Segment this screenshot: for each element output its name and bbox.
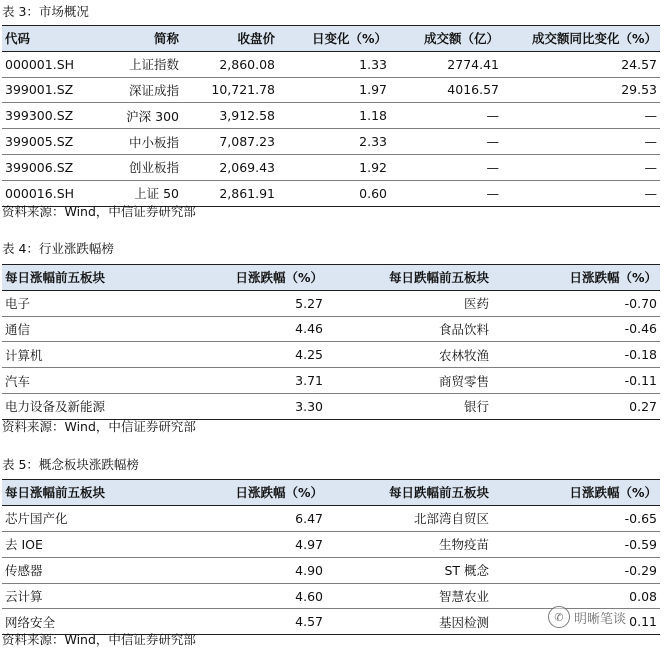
cell-gain-pct: 4.60: [202, 583, 326, 609]
cell-turnover: 4016.57: [390, 77, 502, 103]
cell-name: 中小板指: [102, 129, 182, 155]
cell-gainer: 计算机: [2, 342, 202, 368]
cell-close: 3,912.58: [182, 103, 278, 129]
cell-loss-pct: -0.70: [492, 290, 660, 316]
col-header-top-losers: 每日跌幅前五板块: [326, 265, 492, 291]
cell-close: 2,860.08: [182, 51, 278, 77]
cell-code: 000016.SH: [2, 180, 102, 206]
cell-code: 399001.SZ: [2, 77, 102, 103]
table3-source: 资料来源：Wind，中信证券研究部: [2, 204, 196, 219]
cell-loss-pct: -0.18: [492, 342, 660, 368]
cell-turnover: 2774.41: [390, 51, 502, 77]
cell-loser: 基因检测: [326, 609, 492, 635]
cell-code: 399006.SZ: [2, 154, 102, 180]
cell-turnover-yoy: —: [502, 103, 660, 129]
col-header-gain-pct: 日涨跌幅（%）: [202, 265, 326, 291]
cell-loss-pct: 0.11: [492, 609, 660, 635]
cell-loser: 商贸零售: [326, 368, 492, 394]
cell-name: 上证指数: [102, 51, 182, 77]
cell-loss-pct: -0.29: [492, 557, 660, 583]
cell-gain-pct: 6.47: [202, 505, 326, 531]
cell-loser: ST 概念: [326, 557, 492, 583]
cell-gainer: 去 IOE: [2, 531, 202, 557]
table5-source: 资料来源：Wind，中信证券研究部: [2, 632, 196, 647]
watermark: [548, 606, 626, 628]
cell-daily-change: 1.18: [278, 103, 390, 129]
cell-loser: 食品饮料: [326, 316, 492, 342]
market-overview-table: [2, 25, 660, 207]
cell-daily-change: 1.92: [278, 154, 390, 180]
cell-gain-pct: 4.25: [202, 342, 326, 368]
industry-ranking-table: [2, 264, 660, 420]
cell-loss-pct: -0.65: [492, 505, 660, 531]
col-header-code: 代码: [2, 26, 102, 52]
cell-gain-pct: 4.97: [202, 531, 326, 557]
cell-loss-pct: -0.46: [492, 316, 660, 342]
table-row: [2, 103, 660, 129]
col-header-close: 收盘价: [182, 26, 278, 52]
cell-gainer: 云计算: [2, 583, 202, 609]
cell-turnover-yoy: —: [502, 180, 660, 206]
cell-gain-pct: 4.90: [202, 557, 326, 583]
table4-caption: 表 4：行业涨跌幅榜: [2, 241, 114, 256]
cell-name: 上证 50: [102, 180, 182, 206]
cell-daily-change: 1.33: [278, 51, 390, 77]
cell-loss-pct: -0.11: [492, 368, 660, 394]
cell-code: 000001.SH: [2, 51, 102, 77]
cell-turnover-yoy: 24.57: [502, 51, 660, 77]
table-header-row: [2, 265, 660, 291]
cell-turnover-yoy: —: [502, 154, 660, 180]
cell-turnover-yoy: —: [502, 129, 660, 155]
col-header-top-losers: 每日跌幅前五板块: [326, 480, 492, 506]
cell-loss-pct: 0.27: [492, 393, 660, 419]
table-row: [2, 290, 660, 316]
cell-close: 7,087.23: [182, 129, 278, 155]
cell-code: 399005.SZ: [2, 129, 102, 155]
cell-close: 2,069.43: [182, 154, 278, 180]
watermark-text: 明晰笔谈: [574, 611, 627, 627]
table-row: [2, 316, 660, 342]
cell-loser: 医药: [326, 290, 492, 316]
cell-loser: 智慧农业: [326, 583, 492, 609]
cell-loss-pct: -0.59: [492, 531, 660, 557]
cell-gainer: 电力设备及新能源: [2, 393, 202, 419]
cell-loss-pct: 0.08: [492, 583, 660, 609]
cell-turnover: —: [390, 129, 502, 155]
table-header-row: [2, 26, 660, 52]
cell-gainer: 电子: [2, 290, 202, 316]
cell-daily-change: 0.60: [278, 180, 390, 206]
cell-gainer: 芯片国产化: [2, 505, 202, 531]
cell-gain-pct: 3.30: [202, 393, 326, 419]
col-header-turnover: 成交额（亿）: [390, 26, 502, 52]
cell-gainer: 汽车: [2, 368, 202, 394]
table-row: [2, 129, 660, 155]
table-row: [2, 505, 660, 531]
table-row: [2, 368, 660, 394]
col-header-turnover-yoy: 成交额同比变化（%）: [502, 26, 660, 52]
cell-turnover: —: [390, 180, 502, 206]
table-header-row: [2, 480, 660, 506]
cell-gain-pct: 5.27: [202, 290, 326, 316]
table-row: [2, 77, 660, 103]
cell-name: 沪深 300: [102, 103, 182, 129]
table-row: [2, 342, 660, 368]
table-row: [2, 557, 660, 583]
cell-gain-pct: 3.71: [202, 368, 326, 394]
col-header-top-gainers: 每日涨幅前五板块: [2, 265, 202, 291]
col-header-gain-pct: 日涨跌幅（%）: [202, 480, 326, 506]
wechat-icon: ✆: [548, 606, 570, 628]
cell-turnover-yoy: 29.53: [502, 77, 660, 103]
table-row: [2, 154, 660, 180]
cell-code: 399300.SZ: [2, 103, 102, 129]
table-row: [2, 393, 660, 419]
col-header-top-gainers: 每日涨幅前五板块: [2, 480, 202, 506]
cell-gainer: 网络安全: [2, 609, 202, 635]
table-row: [2, 531, 660, 557]
col-header-daily-change: 日变化（%）: [278, 26, 390, 52]
table5-caption: 表 5：概念板块涨跌幅榜: [2, 457, 139, 472]
cell-name: 深证成指: [102, 77, 182, 103]
cell-gain-pct: 4.46: [202, 316, 326, 342]
cell-daily-change: 1.97: [278, 77, 390, 103]
cell-daily-change: 2.33: [278, 129, 390, 155]
table3-caption: 表 3：市场概况: [2, 4, 89, 19]
cell-name: 创业板指: [102, 154, 182, 180]
cell-turnover: —: [390, 154, 502, 180]
cell-turnover: —: [390, 103, 502, 129]
cell-loser: 农林牧渔: [326, 342, 492, 368]
table4-source: 资料来源：Wind，中信证券研究部: [2, 419, 196, 434]
cell-close: 2,861.91: [182, 180, 278, 206]
cell-gainer: 传感器: [2, 557, 202, 583]
cell-gainer: 通信: [2, 316, 202, 342]
col-header-loss-pct: 日涨跌幅（%）: [492, 480, 660, 506]
cell-loser: 北部湾自贸区: [326, 505, 492, 531]
table-row: [2, 51, 660, 77]
cell-close: 10,721.78: [182, 77, 278, 103]
col-header-loss-pct: 日涨跌幅（%）: [492, 265, 660, 291]
cell-gain-pct: 4.57: [202, 609, 326, 635]
cell-loser: 生物疫苗: [326, 531, 492, 557]
col-header-name: 简称: [102, 26, 182, 52]
cell-loser: 银行: [326, 393, 492, 419]
